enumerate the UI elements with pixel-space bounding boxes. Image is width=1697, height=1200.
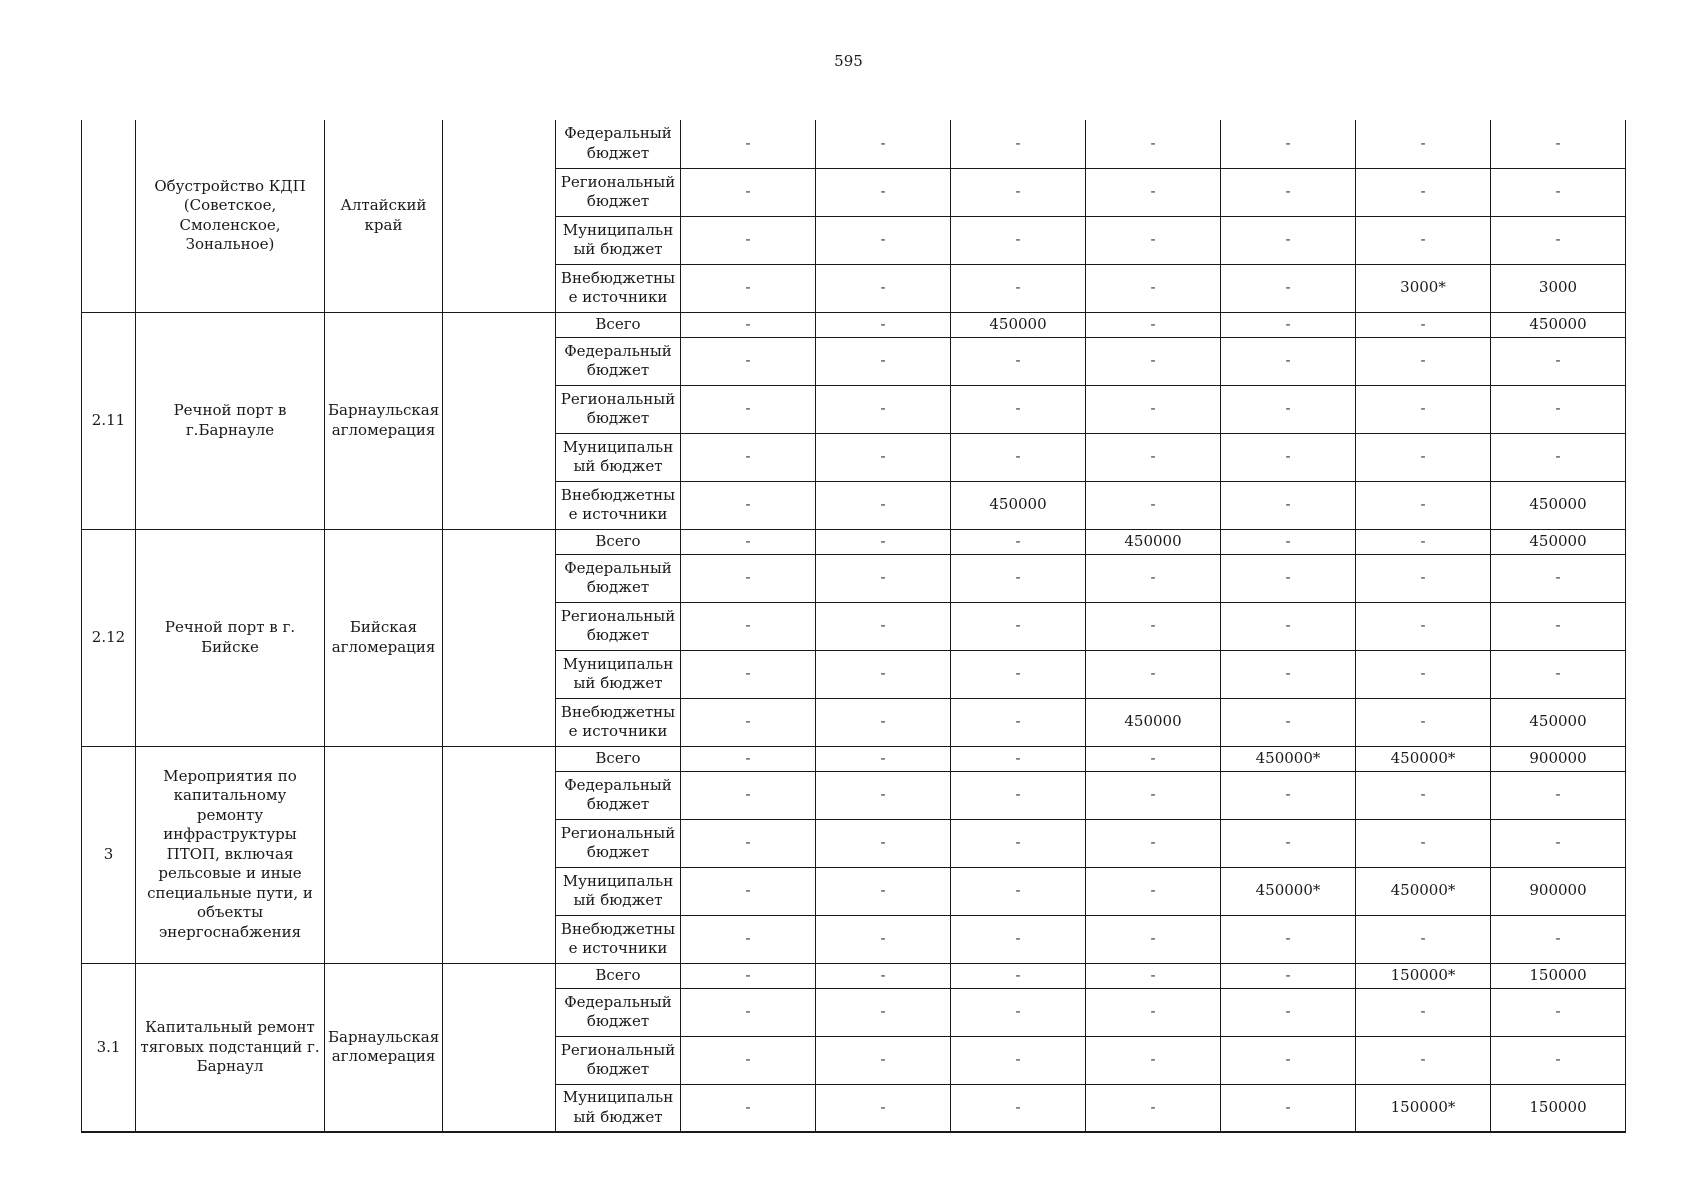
item-number-cell: 3.1	[82, 963, 136, 1132]
value-cell: -	[681, 120, 816, 168]
value-cell: -	[816, 819, 951, 867]
empty-column-cell	[443, 529, 556, 746]
funding-source-cell: Федеральный бюджет	[556, 988, 681, 1036]
value-cell: -	[681, 602, 816, 650]
funding-source-cell: Муниципальн ый бюджет	[556, 650, 681, 698]
value-cell: -	[681, 312, 816, 337]
funding-source-cell: Региональный бюджет	[556, 1036, 681, 1084]
value-cell: 3000	[1491, 264, 1626, 312]
table-body	[82, 120, 1626, 1132]
value-cell: -	[816, 650, 951, 698]
value-cell: -	[1086, 312, 1221, 337]
value-cell: -	[681, 481, 816, 529]
value-cell: -	[1086, 988, 1221, 1036]
value-cell: -	[951, 602, 1086, 650]
funding-source-cell: Региональный бюджет	[556, 385, 681, 433]
value-cell: -	[951, 819, 1086, 867]
value-cell: -	[816, 312, 951, 337]
value-cell: -	[1086, 481, 1221, 529]
value-cell: -	[1491, 988, 1626, 1036]
value-cell: -	[951, 1036, 1086, 1084]
value-cell: -	[1356, 529, 1491, 554]
value-cell: -	[1221, 529, 1356, 554]
funding-source-cell: Федеральный бюджет	[556, 771, 681, 819]
value-cell: -	[1491, 216, 1626, 264]
funding-source-cell: Муниципальн ый бюджет	[556, 1084, 681, 1132]
value-cell: 450000*	[1356, 746, 1491, 771]
value-cell: -	[1221, 554, 1356, 602]
funding-source-cell: Внебюджетны е источники	[556, 481, 681, 529]
table-row	[82, 529, 1626, 554]
value-cell: 450000*	[1356, 867, 1491, 915]
value-cell: -	[1491, 433, 1626, 481]
value-cell: -	[816, 746, 951, 771]
value-cell: -	[816, 1036, 951, 1084]
value-cell: -	[951, 698, 1086, 746]
value-cell: -	[1086, 650, 1221, 698]
value-cell: -	[1356, 988, 1491, 1036]
value-cell: -	[816, 602, 951, 650]
value-cell: 450000	[1491, 481, 1626, 529]
value-cell: 450000	[1086, 698, 1221, 746]
empty-column-cell	[443, 120, 556, 312]
value-cell: -	[681, 168, 816, 216]
funding-source-cell: Всего	[556, 963, 681, 988]
value-cell: -	[1086, 867, 1221, 915]
value-cell: -	[1491, 120, 1626, 168]
value-cell: -	[951, 264, 1086, 312]
value-cell: -	[1086, 963, 1221, 988]
value-cell: -	[1086, 120, 1221, 168]
value-cell: -	[1491, 915, 1626, 963]
item-name-cell: Речной порт в г.Барнауле	[136, 312, 325, 529]
value-cell: -	[1221, 1084, 1356, 1132]
item-number-cell: 2.11	[82, 312, 136, 529]
value-cell: 450000	[1491, 698, 1626, 746]
value-cell: -	[681, 963, 816, 988]
territory-cell	[325, 746, 443, 963]
item-name-cell: Мероприятия по капитальному ремонту инфраструктуры ПТОП, включая рельсовые и иные специальные пути, и объекты энергоснабжения	[136, 746, 325, 963]
value-cell: -	[681, 337, 816, 385]
value-cell: -	[681, 915, 816, 963]
value-cell: -	[1221, 168, 1356, 216]
funding-source-cell: Региональный бюджет	[556, 819, 681, 867]
value-cell: -	[1356, 481, 1491, 529]
value-cell: -	[1356, 554, 1491, 602]
value-cell: -	[1356, 698, 1491, 746]
value-cell: -	[1221, 433, 1356, 481]
value-cell: -	[1356, 819, 1491, 867]
value-cell: -	[951, 529, 1086, 554]
value-cell: -	[1221, 1036, 1356, 1084]
value-cell: -	[1221, 650, 1356, 698]
value-cell: -	[1491, 602, 1626, 650]
value-cell: -	[816, 554, 951, 602]
budget-table	[81, 120, 1626, 1133]
value-cell: -	[816, 867, 951, 915]
value-cell: -	[816, 698, 951, 746]
value-cell: -	[816, 915, 951, 963]
value-cell: -	[1221, 819, 1356, 867]
value-cell: -	[816, 385, 951, 433]
item-name-cell: Обустройство КДП (Советское, Смоленское, Зональное)	[136, 120, 325, 312]
value-cell: -	[1086, 168, 1221, 216]
value-cell: -	[1221, 915, 1356, 963]
value-cell: -	[816, 963, 951, 988]
value-cell: -	[1086, 216, 1221, 264]
funding-source-cell: Внебюджетны е источники	[556, 915, 681, 963]
value-cell: -	[816, 433, 951, 481]
value-cell: -	[1086, 1036, 1221, 1084]
value-cell: -	[681, 867, 816, 915]
table-row	[82, 312, 1626, 337]
value-cell: -	[816, 481, 951, 529]
value-cell: -	[816, 168, 951, 216]
territory-cell: Барнаульская агломерация	[325, 312, 443, 529]
value-cell: -	[1221, 963, 1356, 988]
value-cell: -	[681, 819, 816, 867]
value-cell: -	[816, 771, 951, 819]
funding-source-cell: Внебюджетны е источники	[556, 264, 681, 312]
value-cell: -	[1086, 819, 1221, 867]
value-cell: -	[1356, 337, 1491, 385]
value-cell: -	[951, 337, 1086, 385]
value-cell: 150000*	[1356, 963, 1491, 988]
value-cell: -	[1086, 433, 1221, 481]
value-cell: 900000	[1491, 867, 1626, 915]
funding-source-cell: Федеральный бюджет	[556, 554, 681, 602]
value-cell: -	[681, 216, 816, 264]
value-cell: -	[951, 168, 1086, 216]
funding-source-cell: Внебюджетны е источники	[556, 698, 681, 746]
value-cell: -	[681, 1036, 816, 1084]
value-cell: -	[951, 746, 1086, 771]
value-cell: -	[1086, 385, 1221, 433]
value-cell: -	[951, 650, 1086, 698]
value-cell: -	[1221, 216, 1356, 264]
value-cell: 450000	[1491, 529, 1626, 554]
value-cell: -	[1356, 216, 1491, 264]
value-cell: -	[1356, 120, 1491, 168]
value-cell: -	[1086, 602, 1221, 650]
value-cell: -	[951, 867, 1086, 915]
value-cell: 450000	[951, 312, 1086, 337]
value-cell: -	[1221, 481, 1356, 529]
value-cell: -	[1356, 168, 1491, 216]
funding-source-cell: Региональный бюджет	[556, 168, 681, 216]
territory-cell: Алтайский край	[325, 120, 443, 312]
value-cell: 150000	[1491, 1084, 1626, 1132]
value-cell: -	[951, 216, 1086, 264]
value-cell: -	[1221, 264, 1356, 312]
item-name-cell: Речной порт в г. Бийске	[136, 529, 325, 746]
value-cell: -	[951, 554, 1086, 602]
funding-source-cell: Региональный бюджет	[556, 602, 681, 650]
funding-source-cell: Федеральный бюджет	[556, 337, 681, 385]
value-cell: -	[1356, 1036, 1491, 1084]
value-cell: -	[1356, 385, 1491, 433]
item-name-cell: Капитальный ремонт тяговых подстанций г. Барнаул	[136, 963, 325, 1132]
funding-source-cell: Всего	[556, 746, 681, 771]
value-cell: -	[1356, 650, 1491, 698]
value-cell: -	[816, 529, 951, 554]
value-cell: -	[1221, 337, 1356, 385]
value-cell: -	[1356, 312, 1491, 337]
value-cell: -	[1221, 385, 1356, 433]
territory-cell: Барнаульская агломерация	[325, 963, 443, 1132]
value-cell: -	[681, 385, 816, 433]
value-cell: 150000	[1491, 963, 1626, 988]
value-cell: 150000*	[1356, 1084, 1491, 1132]
value-cell: -	[1491, 385, 1626, 433]
value-cell: -	[681, 433, 816, 481]
value-cell: -	[816, 1084, 951, 1132]
value-cell: -	[816, 337, 951, 385]
table-row	[82, 120, 1626, 168]
value-cell: -	[951, 771, 1086, 819]
value-cell: -	[951, 385, 1086, 433]
value-cell: -	[1086, 746, 1221, 771]
item-number-cell	[82, 120, 136, 312]
value-cell: -	[951, 963, 1086, 988]
funding-source-cell: Всего	[556, 529, 681, 554]
value-cell: -	[681, 698, 816, 746]
value-cell: -	[681, 529, 816, 554]
value-cell: -	[681, 988, 816, 1036]
value-cell: 450000*	[1221, 746, 1356, 771]
value-cell: -	[1356, 602, 1491, 650]
value-cell: -	[681, 1084, 816, 1132]
value-cell: -	[1491, 554, 1626, 602]
value-cell: -	[1491, 650, 1626, 698]
value-cell: 3000*	[1356, 264, 1491, 312]
value-cell: -	[1491, 771, 1626, 819]
value-cell: -	[1221, 988, 1356, 1036]
funding-source-cell: Федеральный бюджет	[556, 120, 681, 168]
funding-source-cell: Муниципальн ый бюджет	[556, 867, 681, 915]
value-cell: -	[816, 216, 951, 264]
value-cell: -	[1491, 337, 1626, 385]
value-cell: -	[1221, 602, 1356, 650]
value-cell: -	[681, 650, 816, 698]
value-cell: -	[1086, 264, 1221, 312]
value-cell: -	[1086, 1084, 1221, 1132]
value-cell: -	[1086, 337, 1221, 385]
value-cell: -	[1356, 915, 1491, 963]
table-row	[82, 963, 1626, 988]
value-cell: -	[1491, 168, 1626, 216]
page-number: 595	[834, 52, 863, 70]
value-cell: 450000	[1491, 312, 1626, 337]
item-number-cell: 2.12	[82, 529, 136, 746]
value-cell: -	[816, 988, 951, 1036]
value-cell: -	[681, 554, 816, 602]
value-cell: -	[1086, 915, 1221, 963]
value-cell: -	[681, 746, 816, 771]
value-cell: 450000	[951, 481, 1086, 529]
empty-column-cell	[443, 746, 556, 963]
value-cell: -	[1491, 1036, 1626, 1084]
value-cell: -	[951, 915, 1086, 963]
value-cell: -	[1086, 554, 1221, 602]
value-cell: -	[1356, 771, 1491, 819]
funding-source-cell: Муниципальн ый бюджет	[556, 216, 681, 264]
empty-column-cell	[443, 963, 556, 1132]
value-cell: 900000	[1491, 746, 1626, 771]
value-cell: -	[816, 264, 951, 312]
funding-source-cell: Муниципальн ый бюджет	[556, 433, 681, 481]
value-cell: 450000*	[1221, 867, 1356, 915]
value-cell: -	[681, 264, 816, 312]
table-row	[82, 746, 1626, 771]
item-number-cell: 3	[82, 746, 136, 963]
value-cell: -	[951, 1084, 1086, 1132]
value-cell: -	[1221, 312, 1356, 337]
funding-source-cell: Всего	[556, 312, 681, 337]
value-cell: 450000	[1086, 529, 1221, 554]
value-cell: -	[1221, 771, 1356, 819]
value-cell: -	[1086, 771, 1221, 819]
value-cell: -	[1491, 819, 1626, 867]
empty-column-cell	[443, 312, 556, 529]
value-cell: -	[1221, 120, 1356, 168]
value-cell: -	[1356, 433, 1491, 481]
value-cell: -	[1221, 698, 1356, 746]
value-cell: -	[951, 988, 1086, 1036]
value-cell: -	[951, 120, 1086, 168]
value-cell: -	[816, 120, 951, 168]
value-cell: -	[951, 433, 1086, 481]
territory-cell: Бийская агломерация	[325, 529, 443, 746]
value-cell: -	[681, 771, 816, 819]
